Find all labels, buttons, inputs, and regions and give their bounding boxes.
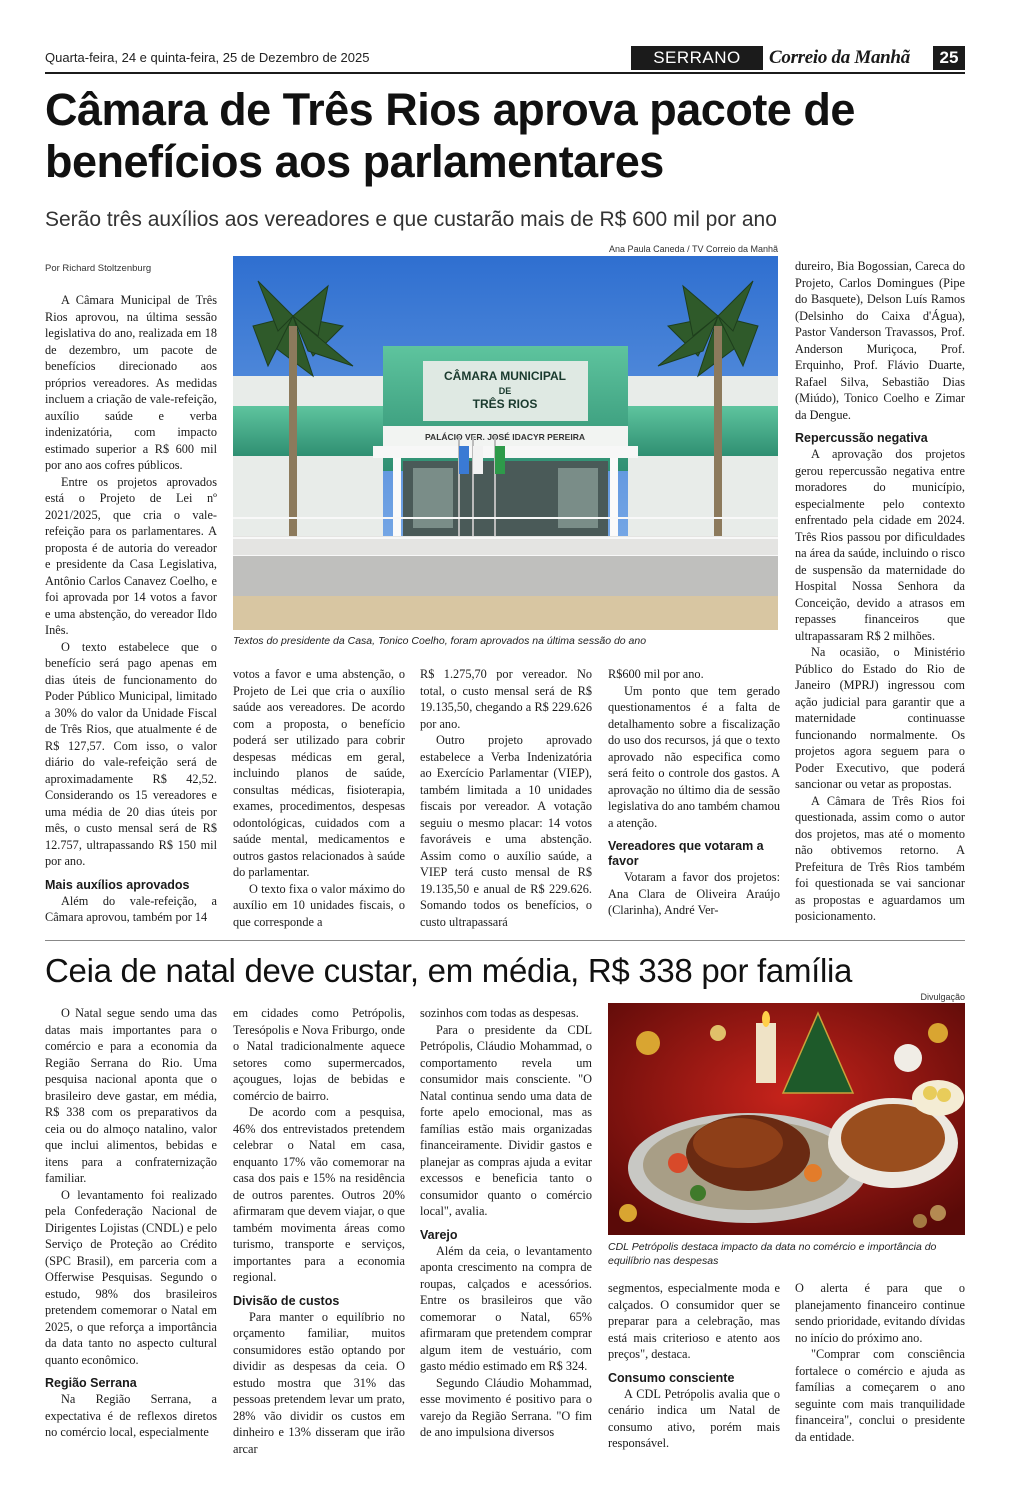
paragraph: Na ocasião, o Ministério Público do Estado do Rio de Janeiro (MPRJ) ingressou com ação judicial para garantir que a maternidade continuasse funcionando normalmente. Os projetos agora seguem para o Poder Executivo, que poderá sancionar ou vetar as propostas.: [795, 645, 965, 791]
issue-date: Quarta-feira, 24 e quinta-feira, 25 de Dezembro de 2025: [45, 50, 370, 65]
paragraph: "Comprar com consciência fortalece o comércio e ajuda as famílias a começarem o ano seguinte com mais tranquilidade financeira", conclui o presidente da entidade.: [795, 1347, 965, 1444]
article1-photo-credit: Ana Paula Caneda / TV Correio da Manhã: [609, 244, 778, 254]
article1-column-5: [795, 258, 965, 925]
paragraph: Para o presidente da CDL Petrópolis, Cláudio Mohammad, o comportamento revela um consumidor mais consciente. "O Natal continua sendo uma data de forte apelo emocional, mas as famílias estão mais organizadas financeiramente. Dividir gastos e planejar as compras ajuda a evitar excessos e beneficia tanto o consumidor quanto o comércio local", avalia.: [420, 1022, 592, 1218]
paragraph: Um ponto que tem gerado questionamentos é a falta de detalhamento sobre a fiscalização do uso dos recursos, já que o texto aprovado não especifica como será feito o controle dos gastos. A aprovação no último dia de sessão legislativa do ano também chamou a atenção.: [608, 683, 780, 830]
camara-building-photo: [233, 256, 778, 630]
subheading: Região Serrana: [45, 1376, 137, 1390]
paragraph: A Câmara de Três Rios foi questionada, assim como o autor dos projetos, mas até o momento não obtivemos retorno. A Prefeitura de Três Rios também foi questionada se vai sancionar as propostas e aguardamos um posicionamento.: [795, 793, 965, 923]
subheading: Vereadores que votaram a favor: [608, 839, 764, 868]
article2-column-5: [795, 1280, 965, 1445]
paragraph: R$600 mil por ano.: [608, 667, 704, 681]
article2-title: Ceia de natal deve custar, em média, R$ 338 por família: [45, 952, 853, 989]
paragraph: A CDL Petrópolis avalia que o cenário indica um Natal de consumo ativo, porém mais responsável.: [608, 1386, 780, 1450]
paragraph: Na Região Serrana, a expectativa é de reflexos diretos no comércio local, especialmente: [45, 1392, 217, 1439]
article2-column-3: [420, 1005, 592, 1441]
sign-line4: PALÁCIO VER. JOSÉ IDACYR PEREIRA: [425, 432, 585, 442]
article-divider: [45, 940, 965, 941]
section-label: SERRANO: [631, 46, 763, 70]
paragraph: A Câmara Municipal de Três Rios aprovou, na última sessão legislativa do ano, realizada em 18 de dezembro, um pacote de benefícios direcionado aos próprios vereadores. As medidas incluem a criação de vale-refeição, auxílio saúde e verba indenizatória, com impacto estimado superior a R$ 600 mil por ano aos cofres públicos.: [45, 293, 217, 472]
paragraph: O Natal segue sendo uma das datas mais importantes para o comércio e para a economia da Região Serrana do Rio. Uma pesquisa nacional aponta que o brasileiro deve gastar, em média, R$ 338 com os preparativos da ceia ou do almoço natalino, valor que inclui alimentos, bebidas e itens para a confraternização familiar.: [45, 1006, 217, 1185]
sign-line2: DE: [498, 386, 512, 396]
sign-line1: CÂMARA MUNICIPAL: [444, 369, 566, 383]
paragraph: O texto estabelece que o benefício será pago apenas em dias úteis de funcionamento do Poder Público Municipal, limitado a 30% do valor da Unidade Fiscal de Três Rios, que atualmente é de R$ 127,57. Com isso, o valor diário do vale-refeição será de aproximadamente R$ 42,52. Considerando os 15 vereadores e uma média de 20 dias úteis por mês, o custo mensal será de R$ 12.757, ultrapassando R$ 150 mil por ano.: [45, 639, 217, 868]
article1-column-3: [420, 666, 592, 930]
paragraph: em cidades como Petrópolis, Teresópolis e Nova Friburgo, onde o Natal tradicionalmente aquece setores como supermercados, açougues, lojas de bebidas e comércio de bairro.: [233, 1006, 405, 1103]
article1-column-2: [233, 666, 405, 930]
paragraph: dureiro, Bia Bogossian, Careca do Projeto, Carlos Domingues (Pipe do Basquete), Delson Luís Ramos (Delsinho do Caixa d'Água), Pastor Vanderson Travassos, Prof. Anderson Muriçoca, Prof. Erquinho, Prof. Flávio Duarte, Rafael Silva, Sebastião Dias (Miúdo), Tonico Coelho e Zimar da Dengue.: [795, 259, 965, 422]
page-header: [45, 46, 965, 72]
paragraph: O levantamento foi realizado pela Confederação Nacional de Dirigentes Lojistas (CNDL) e pelo Serviço de Proteção ao Crédito (SPC Brasil), em parceria com a Offerwise Pesquisas. Segundo o estudo, 98% dos brasileiros pretendem comemorar o Natal em 2025, o que reforça a importância da data tanto no aspecto cultural quanto econômico.: [45, 1187, 217, 1367]
article2-column-2: [233, 1005, 405, 1457]
article2-column-1: [45, 1005, 217, 1441]
subheading: Divisão de custos: [233, 1293, 340, 1308]
paragraph: O alerta é para que o planejamento financeiro continue sendo prioridade, evitando dívidas no início do próximo ano.: [795, 1281, 965, 1345]
paragraph: Para manter o equilíbrio no orçamento familiar, muitos consumidores estão optando por dividir as despesas da ceia. O estudo mostra que 31% das pessoas pretendem levar um prato, 28% vão dividir os custos em dinheiro e 13% disseram que irão arcar: [233, 1309, 405, 1456]
paragraph: segmentos, especialmente moda e calçados. O consumidor quer se preparar para a celebração, mas está mais criterioso e atento aos preços", destaca.: [608, 1281, 780, 1361]
paragraph: A aprovação dos projetos gerou repercussão negativa entre moradores do município, especialmente pelo contexto enfrentado pela cidade em 2024. Três Rios passou por dificuldades na área da saúde, incluindo o risco de suspensão da maternidade do Hospital Nossa Senhora da Conceição, devido a atrasos em repasses financeiros que ultrapassaram R$ 2 milhões.: [795, 447, 965, 643]
article1-title: Câmara de Três Rios aprova pacote de benefícios aos parlamentares: [45, 84, 855, 187]
paragraph: Segundo Cláudio Mohammad, esse movimento é positivo para o varejo da Região Serrana. "O fim de ano impulsiona diversos: [420, 1375, 592, 1439]
newspaper-brand: Correio da Manhã: [769, 47, 910, 68]
article1-column-4: [608, 666, 780, 919]
article1-photo-caption: Textos do presidente da Casa, Tonico Coelho, foram aprovados na última sessão do ano: [233, 635, 647, 647]
subheading: Consumo consciente: [608, 1370, 735, 1385]
article2-column-4: [608, 1280, 780, 1452]
page-number: 25: [933, 46, 965, 70]
paragraph: votos a favor e uma abstenção, o Projeto de Lei que cria o auxílio saúde aos vereadores. De acordo com a proposta, o benefício poderá ser utilizado para cobrir despesas médicas em geral, incluindo planos de saúde, consultas médicas, fisioterapia, exames, procedimentos, despesas odontológicas, cuidados com a saúde mental, medicamentos e outros gastos relacionados à saúde do parlamentar.: [233, 667, 405, 879]
paragraph: sozinhos com todas as despesas.: [420, 1006, 579, 1020]
article2-photo-caption: CDL Petrópolis destaca impacto da data no comércio e importância do equilíbrio nas despesas: [608, 1241, 937, 1267]
article1-byline: Por Richard Stoltzenburg: [45, 263, 152, 274]
article1-column-1: [45, 292, 217, 926]
paragraph: Além da ceia, o levantamento aponta crescimento na compra de roupas, calçados e acessórios. Entre os brasileiros que vão comemorar o Natal, 65% afirmaram que pretendem comprar algum item de vestuário, com gasto médio estimado em R$ 324.: [420, 1243, 592, 1373]
paragraph: R$ 1.275,70 por vereador. No total, o custo mensal será de R$ 19.135,50, chegando a R$ 229.626 por ano.: [420, 667, 592, 731]
paragraph: De acordo com a pesquisa, 46% dos entrevistados pretendem celebrar o Natal em casa, enquanto 17% vão comemorar na casa dos pais e 15% na residência de outros parentes. Outros 20% afirmaram que devem viajar, o que também movimenta áreas como turismo, transporte e serviços, importantes para a economia regional.: [233, 1105, 405, 1284]
subheading: Varejo: [420, 1227, 458, 1242]
paragraph: O texto fixa o valor máximo do auxílio em 10 unidades fiscais, o que corresponde a: [233, 881, 405, 929]
christmas-dinner-photo: [608, 1003, 965, 1235]
article1-subtitle: Serão três auxílios aos vereadores e que custarão mais de R$ 600 mil por ano: [45, 208, 777, 231]
camara-building-illustration: [233, 256, 778, 630]
subheading: Mais auxílios aprovados: [45, 877, 190, 892]
header-rule: [45, 72, 965, 74]
subheading: Repercussão negativa: [795, 431, 928, 445]
paragraph: Votaram a favor dos projetos: Ana Clara de Oliveira Araújo (Clarinha), André Ver-: [608, 870, 780, 917]
paragraph: Além do vale-refeição, a Câmara aprovou, também por 14: [45, 893, 217, 924]
sign-line3: TRÊS RIOS: [472, 397, 538, 411]
paragraph: Outro projeto aprovado estabelece a Verba Indenizatória ao Exercício Parlamentar (VIEP), também limitada a 10 unidades fiscais por vereador. A votação seguiu o mesmo placar: 14 votos favoráveis e uma abstenção. Assim como o auxílio saúde, a VIEP terá custo mensal de R$ 19.135,50 e anual de R$ 229.626. Somando todos os benefícios, o custo ultrapassará: [420, 733, 592, 929]
christmas-dinner-illustration: [608, 1003, 965, 1235]
paragraph: Entre os projetos aprovados está o Projeto de Lei nº 2021/2025, que cria o vale-refeição para os parlamentares. A proposta é de autoria do vereador e presidente da Casa Legislativa, Antônio Carlos Canavez Coelho, e foi aprovada por 14 votos a favor e uma abstenção, do vereador Ildo Inês.: [45, 474, 217, 637]
article2-photo-credit: Divulgação: [920, 992, 965, 1002]
